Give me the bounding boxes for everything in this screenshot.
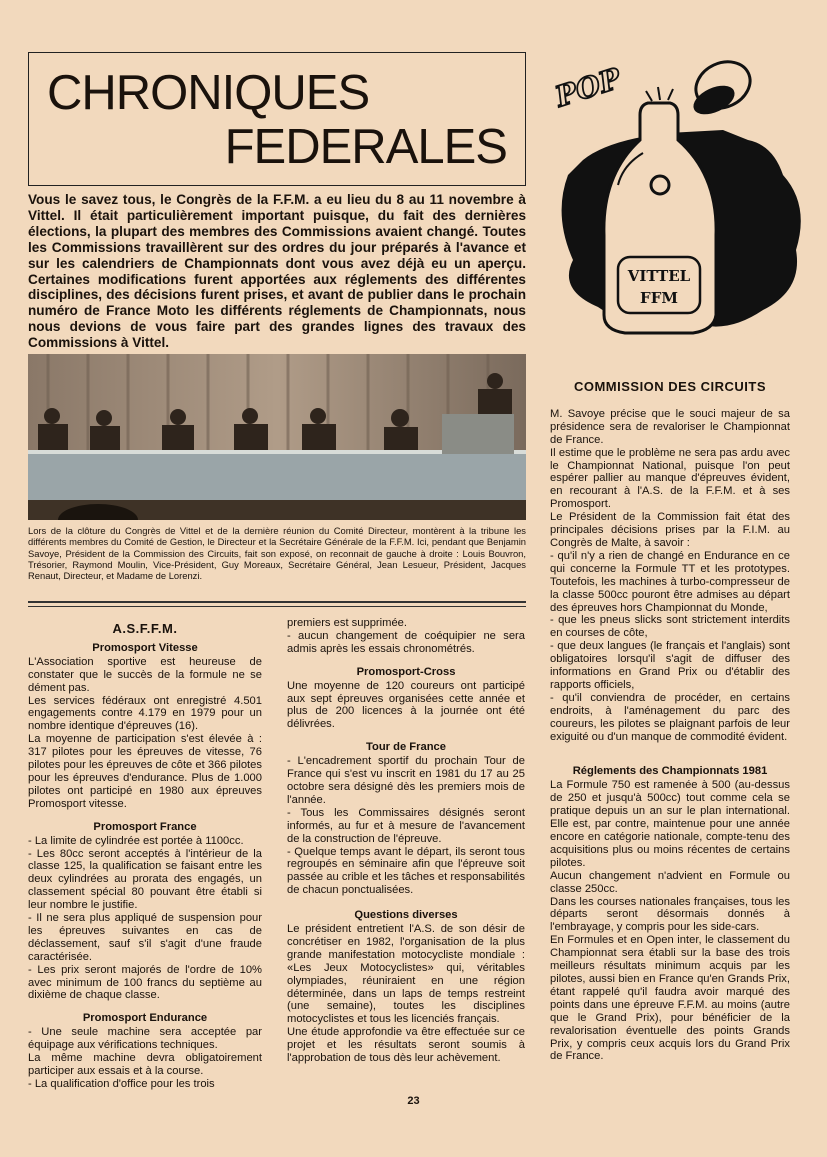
paragraph: - La limite de cylindrée est portée à 1100cc. bbox=[28, 834, 244, 847]
intro-text: Vous le savez tous, le Congrès de la F.F.M. a eu lieu du 8 au 11 novembre à Vittel. Il était particulièrement important puisque, du fait des dernières élections, la plupart des membres des Commissions avaient changé. Toutes les Commissions travaillèrent sur des ordres du jour préparés à l'avance et sur les calendriers de Championnats dont vous avez déjà eu un aperçu. Certaines modifications furent apportées aux réglements des différentes disciplines, des décisions furent prises, et avant de publier dans le prochain numéro de France Moto les différents réglements de Championnats, nous nous devions de vous faire part des grandes lignes des travaux des Commissions à Vittel. bbox=[28, 192, 526, 351]
divider bbox=[28, 601, 526, 603]
vittel-bottle-cartoon bbox=[548, 45, 808, 345]
congress-photo bbox=[28, 354, 526, 520]
subheading: Réglements des Championnats 1981 bbox=[572, 765, 768, 778]
paragraph: - que les pneus slicks sont strictement interdits en courses de côte, bbox=[550, 614, 790, 640]
page-title-line1: CHRONIQUES bbox=[47, 66, 370, 120]
paragraph: - qu'il n'y a rien de changé en Endurance en ce qui concerne la Formule TT et les prototypes. Toutefois, les machines à turbo-compresseur de la classe 500cc pouront être admises au départ des épreuves hors Championnat du Monde, bbox=[550, 549, 790, 614]
paragraph: - La qualification d'office pour les trois bbox=[28, 1077, 215, 1090]
column-promosport bbox=[287, 617, 525, 1065]
pop-text: POP bbox=[551, 61, 625, 114]
paragraph: Le président entretient l'A.S. de son désir de concrétiser en 1982, l'organisation de la plus grande manifestation motocycliste mondiale : «Les Jeux Motocyclistes» qui, véritables olympiades, réuniraient en une région déterminée, dans un laps de temps restreint (une semaine), toutes les disciplines motocyclistes et tous les licenciés français. bbox=[287, 923, 525, 1026]
paragraph: - aucun changement de coéquipier ne sera admis après les essais chronométrés. bbox=[287, 629, 525, 655]
divider bbox=[28, 606, 526, 607]
paragraph: Une étude approfondie va être effectuée sur ce projet et les résultats seront soumis à l'approbation de tous dès leur achèvement. bbox=[287, 1026, 525, 1065]
paragraph: - Quelque temps avant le départ, ils seront tous regroupés en séminaire afin que l'épreuve soit passée au crible et les tâches et responsabilités de chacun ponctualisées. bbox=[287, 845, 525, 897]
paragraph: - Une seule machine sera acceptée par équipage aux vérifications techniques. bbox=[28, 1026, 262, 1052]
paragraph: La même machine devra obligatoirement participer aux essais et à la course. bbox=[28, 1052, 262, 1077]
paragraph: Aucun changement n'advient en Formule ou classe 250cc. bbox=[550, 869, 790, 895]
section-heading: A.S.F.F.M. bbox=[112, 621, 178, 636]
paragraph: Une moyenne de 120 coureurs ont participé aux sept épreuves organisées cette année et plus de 200 licences à la journée ont été délivrées. bbox=[287, 679, 525, 731]
subheading: Questions diverses bbox=[354, 909, 458, 922]
subheading: Promosport-Cross bbox=[356, 665, 456, 678]
title-box bbox=[28, 52, 526, 186]
paragraph: - L'encadrement sportif du prochain Tour de France qui s'est vu inscrit en 1981 du 17 au 25 octobre sera désigné dès les premiers mois de l'année. bbox=[287, 755, 525, 806]
paragraph: - qu'il conviendra de procéder, en certains endroits, à l'aménagement du parc des coureurs, les pilotes se plaignant parfois de leur exiguité ou d'un manque de commodité évident. bbox=[550, 691, 790, 743]
paragraph: - Il ne sera plus appliqué de suspension pour les épreuves suivantes en cas de déclassement, sauf s'il s'agit d'une fraude caractérisée. bbox=[28, 912, 262, 963]
photo-caption: Lors de la clôture du Congrès de Vittel et de la dernière réunion du Comité Directeur, montèrent à la tribune les différents membres du Comité de Gestion, le Directeur et la Secrétaire Générale de la F.F.M. Ici, pendant que Benjamin Savoye, Président de la Commission des Circuits, fait son exposé, on reconnait de gauche à droite : Louis Bouvron, Trésorier, Raymond Moulin, Vice-Président, Guy Moreaux, Secrétaire Général, Jean Lesueur, Président, Jacques Renaut, Directeur, et Madame de Lorenzi. bbox=[28, 525, 526, 582]
subheading: Promosport France bbox=[93, 820, 197, 833]
section-heading: COMMISSION DES CIRCUITS bbox=[573, 379, 767, 394]
paragraph: En Formules et en Open inter, le classement du Championnat sera établi sur la base des trois meilleurs résultats minimum acquis par les pilotes, aussi bien en France qu'en Grands Prix, étant rappelé qu'il faudra avoir marqué des points dans une épreuve F.F.M. au moins (autre que le Grand Prix), pour bénéficier de la revalorisation éventuelle des points Grands Prix, y compris ceux acquis lors du Grand Prix de France. bbox=[550, 934, 790, 1063]
paragraph: - Les prix seront majorés de l'ordre de 10% avec minimum de 100 francs du septième au dixième de chaque classe. bbox=[28, 963, 262, 1002]
paragraph: L'Association sportive est heureuse de constater que le succès de la formule ne se dément pas. bbox=[28, 655, 262, 694]
subheading: Promosport Endurance bbox=[82, 1012, 208, 1025]
paragraph: Dans les courses nationales françaises, tous les départs seront désormais donnés à l'embrayage, y compris pour les side-cars. bbox=[550, 895, 790, 934]
paragraph: La Formule 750 est ramenée à 500 (au-dessus de 250 et jusqu'à 500cc) tout comme cela se pratique depuis un an sur le plan international. Elle est, par contre, maintenue pour une année encore en catégorie nationale, compte-tenu des acquisitions plus ou moins récentes de certains pilotes. bbox=[550, 779, 790, 869]
paragraph: Le Président de la Commission fait état des principales décisions prises par la F.I.M. au Congrès de Malte, à savoir : bbox=[550, 511, 790, 549]
paragraph: - Les 80cc seront acceptés à l'intérieur de la classe 125, la qualification se faisant entre les deux cylindrées au prorata des engagés, un classement spécial 80 pouvant être établi si leur nombre le justifie. bbox=[28, 847, 262, 912]
paragraph: - Tous les Commissaires désignés seront informés, au fur et à mesure de l'avancement de la construction de l'épreuve. bbox=[287, 806, 525, 845]
subheading: Promosport Vitesse bbox=[92, 641, 198, 654]
paragraph: M. Savoye précise que le souci majeur de sa présidence sera de revaloriser le Championnat de France. bbox=[550, 407, 790, 446]
column-asffm bbox=[28, 623, 262, 1091]
paragraph: - que deux langues (le français et l'anglais) sont obligatoires lorsqu'il s'agit de diffuser des informations en Grand Prix ou d'établir des rapports officiels, bbox=[550, 640, 790, 691]
paragraph: premiers est supprimée. bbox=[287, 617, 407, 629]
page-number: 23 bbox=[407, 1095, 420, 1107]
subheading: Tour de France bbox=[366, 741, 446, 754]
intro-paragraph bbox=[28, 192, 526, 351]
bottle-label-line1: VITTEL bbox=[627, 267, 691, 285]
paragraph: Il estime que le problème ne sera pas ardu avec le Championnat National, puisque l'on peut espérer pallier au manque d'épreuves évident, en recourant à l'A.S. de la F.F.M. et à ses Promosport. bbox=[550, 446, 790, 511]
paragraph: La moyenne de participation s'est élevée à : 317 pilotes pour les épreuves de vitesse, 76 pilotes pour les épreuves de côte et 366 pilotes pour les épreuves d'endurance. Plus de 1.000 pilotes ont participé en 1980 aux épreuves Promosport vitesse. bbox=[28, 733, 262, 810]
column-commission-circuits bbox=[550, 381, 790, 1063]
paragraph: Les services fédéraux ont enregistré 4.501 engagements contre 4.179 en 1979 pour un nombre identique d'épreuves (16). bbox=[28, 694, 262, 733]
bottle-label-line2: FFM bbox=[640, 289, 678, 307]
page-title-line2: FEDERALES bbox=[224, 120, 507, 174]
cartoon-signature: DUVANT bbox=[723, 328, 765, 338]
